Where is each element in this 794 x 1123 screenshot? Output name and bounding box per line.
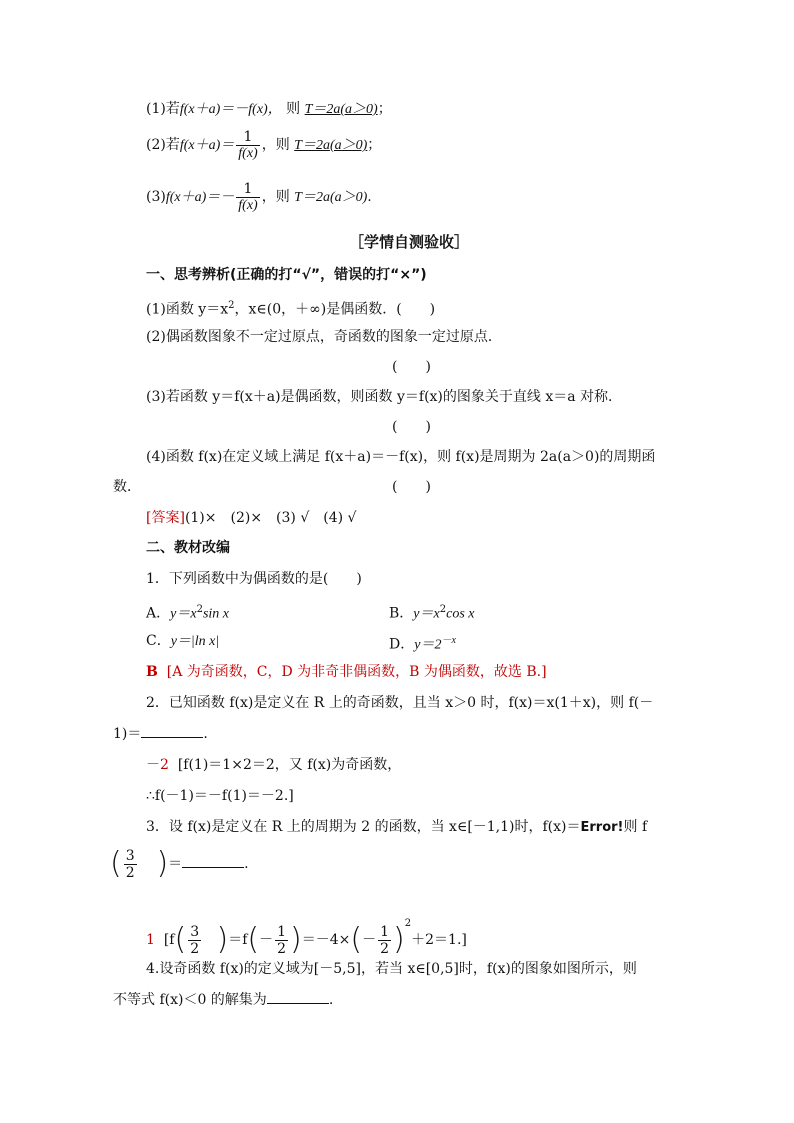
paren-left: ( bbox=[247, 922, 260, 957]
solution-text: － bbox=[259, 932, 274, 948]
fraction bbox=[236, 129, 259, 162]
fraction bbox=[124, 848, 137, 881]
paren-left: ( bbox=[174, 922, 187, 957]
fraction bbox=[378, 924, 391, 957]
fraction-numerator: 1 bbox=[236, 129, 259, 146]
option-label: B． bbox=[389, 605, 414, 622]
solution-text: － bbox=[362, 932, 377, 948]
option-b bbox=[389, 601, 475, 624]
option-formula: y＝2 bbox=[414, 637, 442, 653]
option-label: C． bbox=[146, 633, 171, 649]
paren-right: ) bbox=[156, 846, 169, 881]
option-formula: y＝x bbox=[413, 606, 440, 622]
answer-bracket: ( ) bbox=[392, 479, 431, 495]
fraction bbox=[188, 924, 201, 957]
rule-period: T＝2a(a＞0) bbox=[304, 102, 378, 117]
rule-formula: f(x＋a)＝－f(x)， bbox=[179, 102, 282, 117]
rule-1 bbox=[146, 100, 392, 119]
rule-then: ，则 bbox=[261, 137, 290, 153]
answer-bracket: ( ) bbox=[392, 359, 431, 375]
problem-4-cont: 不等式 f(x)＜0 的解集为 . bbox=[113, 992, 334, 1008]
question-text: ，x∈(0，＋∞)是偶函数．( ) bbox=[234, 301, 436, 318]
fraction-numerator: 1 bbox=[380, 923, 390, 940]
option-label: D． bbox=[389, 636, 415, 653]
error-text: Error! bbox=[580, 820, 624, 835]
question-4: (4)函数 f(x)在定义域上满足 f(x＋a)＝－f(x)，则 f(x)是周期为 2a(a＞0)的周期函 bbox=[146, 449, 656, 465]
question-text: (1)函数 y＝x bbox=[146, 301, 229, 318]
problem-text: 1)＝ bbox=[113, 726, 142, 742]
solution-text: [f(1)＝1×2＝2，又 f(x)为奇函数， bbox=[177, 757, 402, 773]
fraction-numerator: 1 bbox=[236, 181, 259, 198]
paren-left: ( bbox=[350, 922, 363, 957]
answer-text: (1)× (2)× (3) √ (4) √ bbox=[184, 510, 357, 526]
rule-end: ； bbox=[377, 101, 392, 117]
solution-text: ＝f bbox=[228, 932, 248, 948]
problem-3-stem bbox=[146, 818, 647, 837]
rule-num: (2)若 bbox=[146, 137, 180, 153]
problem-4-stem: 4.设奇函数 f(x)的定义域为[－5,5]，若当 x∈[0,5]时，f(x)的图象如图所示，则 bbox=[146, 961, 637, 977]
problem-2-cont: 1)＝ . bbox=[113, 726, 208, 742]
fraction-denominator: f(x) bbox=[238, 145, 258, 161]
option-formula: sin x bbox=[202, 606, 229, 622]
question-2: (2)偶函数图象不一定过原点，奇函数的图象一定过原点． bbox=[146, 329, 502, 345]
fraction-numerator: 3 bbox=[125, 847, 135, 864]
fraction-denominator: f(x) bbox=[238, 197, 258, 213]
answer-blank bbox=[141, 737, 203, 738]
fraction bbox=[275, 924, 288, 957]
part1-heading: 一、思考辨析(正确的打“√”，错误的打“×”) bbox=[146, 267, 427, 283]
problem-2-stem: 2．已知函数 f(x)是定义在 R 上的奇函数，且当 x＞0 时，f(x)＝x(1＋x)，则 f(－ bbox=[146, 695, 654, 711]
paren-right: ) bbox=[393, 922, 405, 957]
rule-num: (1)若 bbox=[146, 101, 180, 117]
problem-2-solution bbox=[146, 756, 401, 774]
fraction-denominator: 2 bbox=[380, 940, 390, 957]
answer-line bbox=[146, 509, 356, 527]
option-formula: y＝|ln x| bbox=[170, 634, 220, 649]
equals-sign: ＝ bbox=[168, 856, 183, 872]
solution-text: ＝－4× bbox=[301, 932, 351, 948]
fraction-numerator: 3 bbox=[190, 923, 200, 940]
rule-end: . bbox=[367, 189, 372, 205]
part2-heading: 二、教材改编 bbox=[146, 540, 230, 556]
option-label: A． bbox=[146, 605, 171, 622]
rule-formula: f(x＋a)＝－ bbox=[165, 190, 235, 205]
question-1 bbox=[146, 297, 435, 319]
option-formula: cos x bbox=[446, 606, 475, 622]
superscript: －x bbox=[441, 635, 456, 646]
rule-3 bbox=[146, 180, 372, 215]
fraction bbox=[236, 181, 259, 214]
problem-text: 不等式 f(x)＜0 的解集为 bbox=[113, 992, 267, 1008]
rule-2 bbox=[146, 128, 381, 163]
option-d bbox=[389, 632, 456, 655]
rule-then: ，则 bbox=[261, 189, 290, 205]
option-c bbox=[146, 632, 219, 651]
rule-period: T＝2a(a＞0) bbox=[294, 138, 368, 153]
problem-text: 则 f bbox=[623, 819, 648, 835]
section-title: ［学情自测验收］ bbox=[349, 233, 470, 251]
answer-blank bbox=[182, 867, 244, 868]
fraction-denominator: 2 bbox=[190, 940, 200, 957]
answer-bracket: ( ) bbox=[392, 419, 431, 435]
option-formula: y＝x bbox=[170, 606, 197, 622]
fraction-numerator: 1 bbox=[277, 923, 287, 940]
paren-left: ( bbox=[110, 846, 122, 881]
problem-1-solution bbox=[146, 663, 547, 681]
rule-period: T＝2a(a＞0) bbox=[294, 190, 368, 205]
solution-text: [f bbox=[163, 932, 175, 948]
answer-label: [答案] bbox=[146, 510, 185, 526]
solution-text: [A 为奇函数，C，D 为非奇非偶函数，B 为偶函数，故选 B.] bbox=[166, 664, 547, 680]
superscript: 2 bbox=[196, 604, 203, 615]
problem-2-solution-line2: ∴f(－1)＝－f(1)＝－2.] bbox=[146, 788, 294, 804]
option-a bbox=[146, 601, 229, 624]
rule-end: ； bbox=[367, 137, 382, 153]
problem-3-cont: ( $\frac{3}{2}$ )＝ . bbox=[110, 846, 249, 881]
superscript: 2 bbox=[228, 300, 235, 311]
fraction-denominator: 2 bbox=[277, 940, 287, 957]
problem-1-stem: 1．下列函数中为偶函数的是( ) bbox=[146, 571, 362, 587]
question-4-cont: 数． bbox=[113, 479, 141, 495]
answer-blank bbox=[267, 1003, 329, 1004]
superscript: 2 bbox=[439, 604, 447, 615]
rule-formula: f(x＋a)＝ bbox=[179, 138, 235, 153]
question-3: (3)若函数 y＝f(x＋a)是偶函数，则函数 y＝f(x)的图象关于直线 x＝a 对称． bbox=[146, 389, 623, 405]
paren-right: ) bbox=[290, 922, 302, 957]
paren-right: ) bbox=[216, 922, 229, 957]
rule-num: (3) bbox=[146, 189, 166, 205]
fraction-denominator: 2 bbox=[125, 864, 135, 881]
solution-answer: B bbox=[146, 664, 158, 680]
rule-then: 则 bbox=[286, 101, 301, 117]
problem-text: 3．设 f(x)是定义在 R 上的周期为 2 的函数，当 x∈[－1,1)时，f(x)＝ bbox=[146, 819, 581, 835]
superscript: 2 bbox=[404, 918, 412, 929]
solution-text: ＋2＝1.] bbox=[411, 932, 467, 948]
solution-answer: －2 bbox=[146, 757, 169, 773]
solution-answer: 1 bbox=[146, 932, 155, 948]
problem-3-solution bbox=[146, 906, 467, 958]
